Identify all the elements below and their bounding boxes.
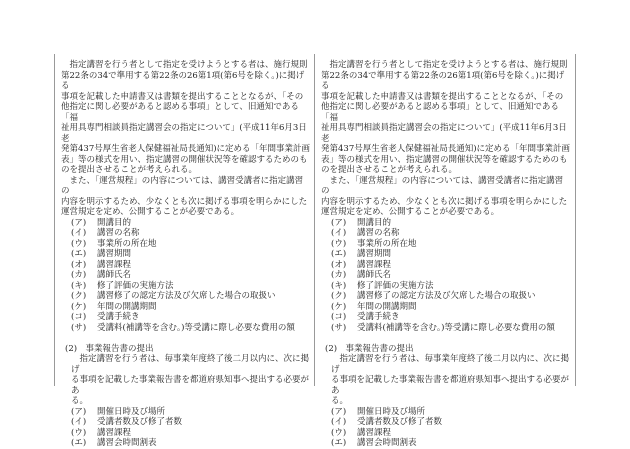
item-label: (イ) [331,228,347,238]
list-item [321,239,571,250]
paragraph-line: 運営規定を定め、公開することが必要である。 [321,207,500,217]
item-label: (イ) [71,417,87,427]
item-text: 講習修了の認定方法及び欠席した場合の取扱い [357,291,536,301]
item-text: 講習課程 [357,427,392,438]
item-text: 開催日時及び場所 [97,406,166,417]
paragraph-line: 事項を記載した申請書又は書類を提出することとなるが、「その [61,91,304,102]
list-item [321,260,571,271]
spacer [321,333,571,344]
list-item [61,228,311,239]
item-label: (ク) [331,291,347,301]
paragraph-line: 第22条の34で準用する第22条の26第1項(第6号を除く。)に掲げる [321,70,565,91]
paragraph-line: る事項を記載した事業報告書を都道府県知事へ提出する必要があ [331,375,570,396]
paragraph-line: また、「運営規程」の内容については、講習受講者に指定講習の [61,175,304,196]
list-item [321,270,571,281]
paragraph-line: る。 [71,396,89,406]
item-label: (カ) [71,270,87,280]
item-label: (カ) [331,270,347,280]
item-label: (キ) [331,280,347,291]
item-text: 講師氏名 [357,270,392,280]
item-text: 開催日時及び場所 [357,406,426,417]
section-heading: (2) 事業報告書の提出 [325,343,414,354]
item-text: 修了評価の実施方法 [357,280,434,291]
list-item [321,249,571,260]
item-label: (ウ) [71,427,87,438]
paragraph-line: 祉用具専門相談員指定講習会の指定について」(平成11年6月3日老 [321,123,567,144]
list-item [321,407,571,418]
item-label: (エ) [71,438,87,448]
item-text: 開講目的 [97,217,132,228]
list-item [61,323,311,334]
list-item [321,323,571,334]
paragraph-line: 第22条の34で準用する第22条の26第1項(第6号を除く。)に掲げる [61,70,305,91]
item-label: (ア) [71,217,87,228]
item-label: (エ) [331,249,347,259]
list-item [61,260,311,271]
item-text: 年間の開講期間 [97,301,157,312]
item-label: (ア) [331,406,347,417]
item-text: 年間の開講期間 [357,301,417,312]
paragraph-line: 表」等の様式を用い、指定講習の開催状況等を確認するためのも [321,154,568,165]
paragraph-line: 祉用具専門相談員指定講習会の指定について」(平成11年6月3日老 [61,123,307,144]
item-text: 受講手続き [97,312,140,322]
list-item [321,302,571,313]
paragraph-line: のを提出させることが考えられる。 [321,165,458,175]
right-margin-rule [575,54,576,386]
list-item [321,312,571,323]
paragraph-line: 運営規定を定め、公開することが必要である。 [61,207,240,217]
list-item [61,428,311,439]
item-text: 講習会時間割表 [97,438,157,448]
left-margin-rule [54,54,55,386]
list-item [61,218,311,229]
right-column [321,60,571,449]
item-text: 受講手続き [357,312,400,322]
item-label: (サ) [331,322,347,333]
paragraph-line: また、「運営規程」の内容については、講習受講者に指定講習の [321,175,564,196]
item-label: (コ) [71,312,87,322]
item-label: (オ) [71,259,87,270]
item-text: 講習修了の認定方法及び欠席した場合の取扱い [97,291,276,301]
list-item [321,228,571,239]
item-text: 講習の名称 [357,228,400,238]
item-label: (ケ) [71,301,87,312]
paragraph-line: る。 [331,396,349,406]
list-item [61,417,311,428]
item-text: 事業所の所在地 [357,238,417,249]
list-item [61,239,311,250]
paragraph-line: 発第437号厚生省老人保健福祉局長通知)に定める「年間事業計画 [321,144,571,154]
paragraph-line: 事項を記載した申請書又は書類を提出することとなるが、「その [321,91,564,102]
item-label: (エ) [71,249,87,259]
list-item [61,281,311,292]
item-text: 講習課程 [357,259,392,270]
item-text: 講習会時間割表 [357,438,417,448]
paragraph-line: 他指定に関し必要があると認める事項」として、旧通知である「福 [61,102,299,123]
list-item [321,218,571,229]
item-text: 受講料(補講等を含む。)等受講に際し必要な費用の額 [357,322,555,333]
list-item [321,417,571,428]
item-label: (ア) [331,217,347,228]
item-text: 講習期間 [357,249,392,259]
paragraph-line: 発第437号厚生省老人保健福祉局長通知)に定める「年間事業計画 [61,144,311,154]
paragraph-line: 他指定に関し必要があると認める事項」として、旧通知である「福 [321,102,559,123]
paragraph-line: のを提出させることが考えられる。 [61,165,198,175]
item-label: (ア) [71,406,87,417]
list-item [61,312,311,323]
item-text: 講習の名称 [97,228,140,238]
item-text: 受講料(補講等を含む。)等受講に際し必要な費用の額 [97,322,295,333]
item-text: 受講者数及び修了者数 [97,417,183,427]
item-text: 受講者数及び修了者数 [357,417,443,427]
item-label: (オ) [331,259,347,270]
item-text: 講師氏名 [97,270,132,280]
left-column [61,60,311,449]
item-label: (イ) [331,417,347,427]
list-item [321,291,571,302]
list-item [321,438,571,449]
paragraph-line: 指定講習を行う者は、毎事業年度終了後二月以内に、次に掲げ [71,354,310,375]
spacer [61,333,311,344]
list-item [61,249,311,260]
paragraph-line: 指定講習を行う者として指定を受けようとする者は、施行規則 [321,60,568,70]
list-item [321,428,571,439]
list-item [321,281,571,292]
item-text: 講習期間 [97,249,132,259]
list-item [61,302,311,313]
paragraph-line: る事項を記載した事業報告書を都道府県知事へ提出する必要があ [71,375,310,396]
paragraph-line: 内容を明示するため、少なくとも次に掲げる事項を明らかにした [321,196,568,207]
item-label: (エ) [331,438,347,448]
item-label: (ク) [71,291,87,301]
section-heading: (2) 事業報告書の提出 [65,343,154,354]
paragraph-line: 指定講習を行う者は、毎事業年度終了後二月以内に、次に掲げ [331,354,570,375]
list-item [61,407,311,418]
list-item [61,291,311,302]
item-text: 講習課程 [97,427,132,438]
paragraph-line: 表」等の様式を用い、指定講習の開催状況等を確認するためのも [61,154,308,165]
item-text: 事業所の所在地 [97,238,157,249]
item-text: 講習課程 [97,259,132,270]
item-text: 修了評価の実施方法 [97,280,174,291]
paragraph-line: 指定講習を行う者として指定を受けようとする者は、施行規則 [61,60,308,70]
item-label: (ウ) [331,238,347,249]
paragraph-line: 内容を明示するため、少なくとも次に掲げる事項を明らかにした [61,196,308,207]
item-label: (ケ) [331,301,347,312]
item-label: (コ) [331,312,347,322]
item-label: (キ) [71,280,87,291]
item-label: (ウ) [331,427,347,438]
item-text: 開講目的 [357,217,392,228]
list-item [61,438,311,449]
center-rule [314,54,315,386]
list-item [61,270,311,281]
item-label: (イ) [71,228,87,238]
item-label: (サ) [71,322,87,333]
item-label: (ウ) [71,238,87,249]
